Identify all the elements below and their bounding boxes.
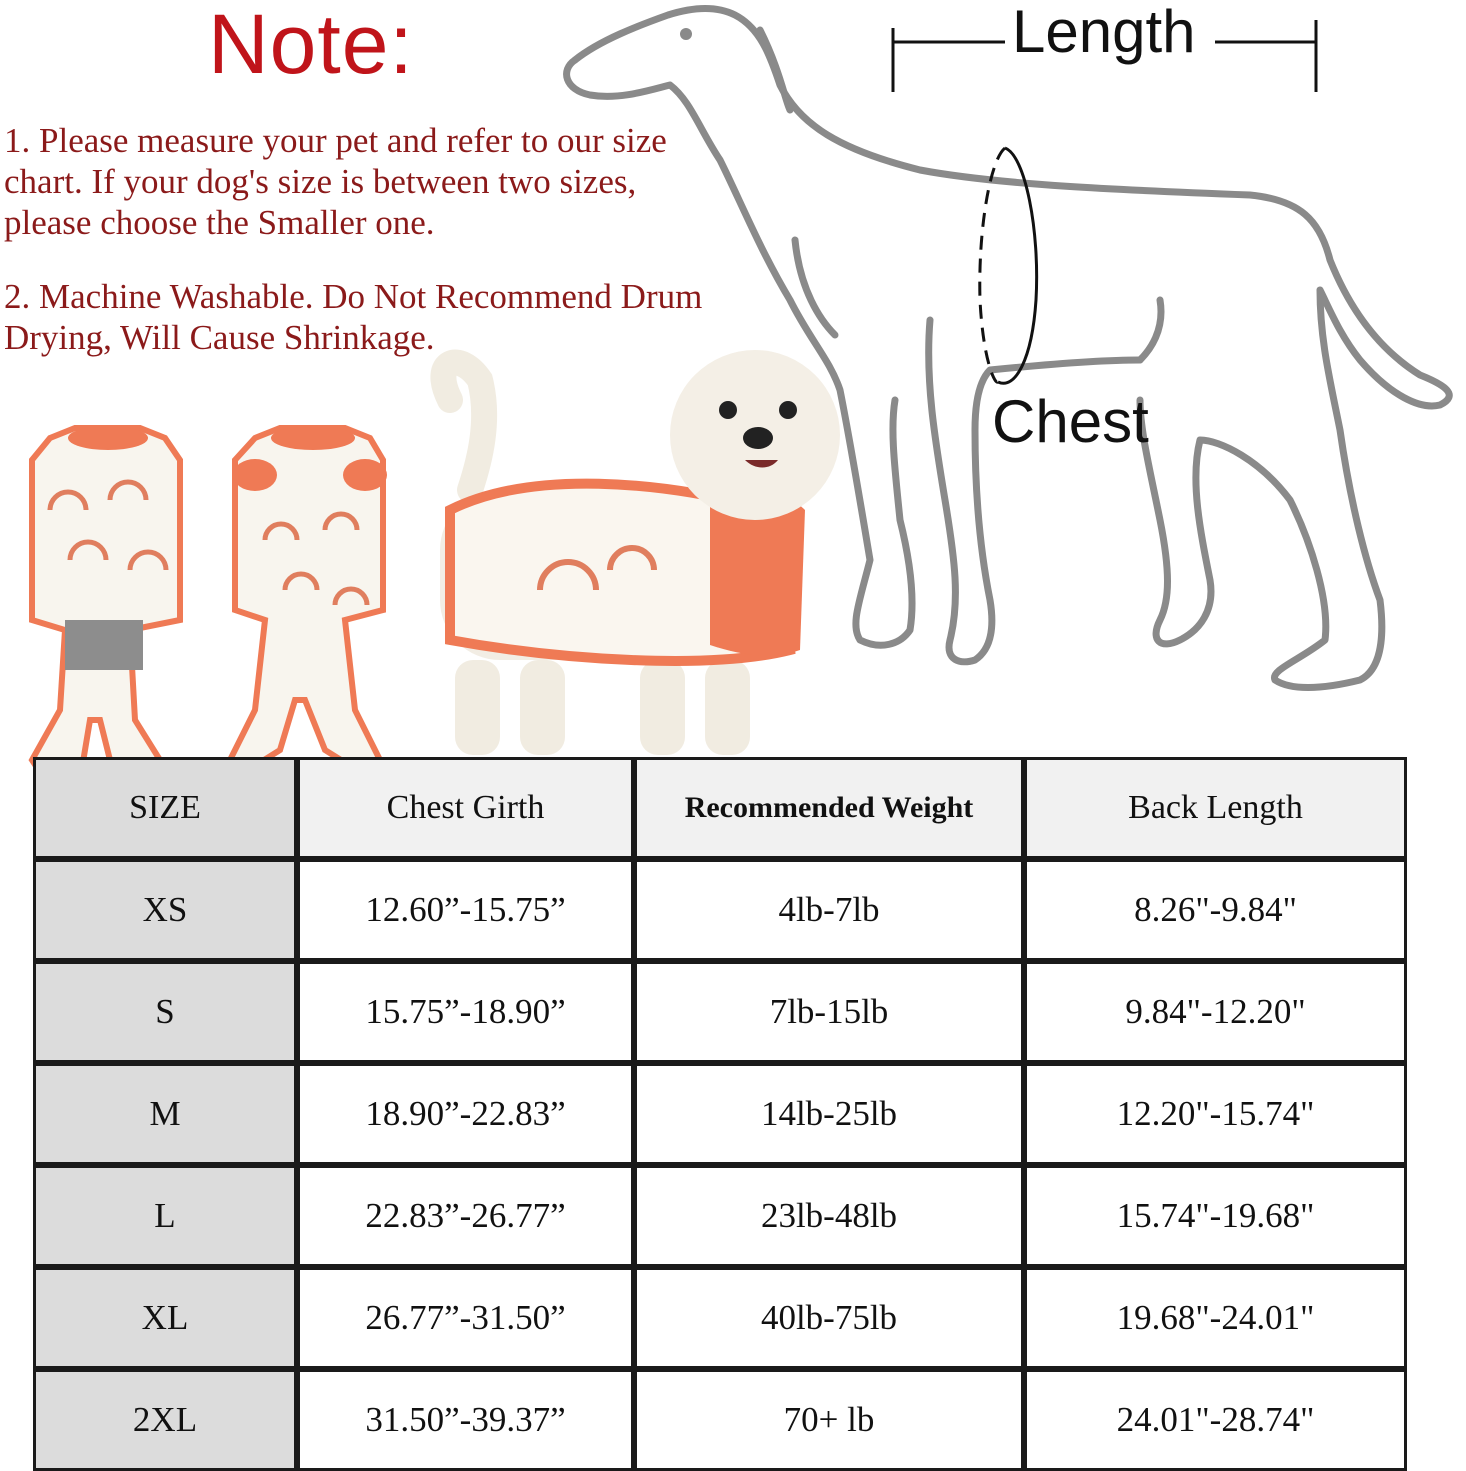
weight-cell: 14lb-25lb: [634, 1063, 1024, 1165]
size-cell: M: [33, 1063, 297, 1165]
weight-cell: 7lb-15lb: [634, 961, 1024, 1063]
back-length-cell: 15.74"-19.68": [1024, 1165, 1407, 1267]
header-recommended-weight: Recommended Weight: [634, 757, 1024, 859]
table-row: [33, 1369, 1407, 1471]
size-chart-table: [33, 757, 1407, 1471]
table-header-row: [33, 757, 1407, 859]
chest-girth-cell: 15.75”-18.90”: [297, 961, 634, 1063]
weight-cell: 23lb-48lb: [634, 1165, 1024, 1267]
back-length-cell: 9.84"-12.20": [1024, 961, 1407, 1063]
back-length-cell: 12.20"-15.74": [1024, 1063, 1407, 1165]
weight-cell: 4lb-7lb: [634, 859, 1024, 961]
back-length-cell: 8.26"-9.84": [1024, 859, 1407, 961]
chest-girth-cell: 12.60”-15.75”: [297, 859, 634, 961]
table-row: [33, 1267, 1407, 1369]
note-item-1: 1. Please measure your pet and refer to our size chart. If your dog's size is between two sizes, please choose the Smaller one.: [4, 121, 667, 242]
length-label: Length: [1012, 0, 1196, 65]
back-length-cell: 19.68"-24.01": [1024, 1267, 1407, 1369]
chest-girth-cell: 31.50”-39.37”: [297, 1369, 634, 1471]
table-row: [33, 961, 1407, 1063]
back-length-cell: 24.01"-28.74": [1024, 1369, 1407, 1471]
table-row: [33, 1063, 1407, 1165]
weight-cell: 40lb-75lb: [634, 1267, 1024, 1369]
size-cell: XL: [33, 1267, 297, 1369]
size-cell: 2XL: [33, 1369, 297, 1471]
chest-girth-cell: 22.83”-26.77”: [297, 1165, 634, 1267]
garment-front-photo: [20, 420, 195, 785]
table-row: [33, 859, 1407, 961]
chest-label: Chest: [992, 388, 1149, 455]
size-cell: S: [33, 961, 297, 1063]
garment-back-photo: [225, 420, 400, 785]
size-cell: L: [33, 1165, 297, 1267]
dog-wearing-garment-photo: [410, 340, 865, 760]
weight-cell: 70+ lb: [634, 1369, 1024, 1471]
note-item-2: 2. Machine Washable. Do Not Recommend Drum Drying, Will Cause Shrinkage.: [4, 277, 703, 357]
chest-girth-cell: 18.90”-22.83”: [297, 1063, 634, 1165]
chest-girth-cell: 26.77”-31.50”: [297, 1267, 634, 1369]
table-row: [33, 1165, 1407, 1267]
header-size: SIZE: [33, 757, 297, 859]
header-back-length: Back Length: [1024, 757, 1407, 859]
size-cell: XS: [33, 859, 297, 961]
header-chest-girth: Chest Girth: [297, 757, 634, 859]
note-title: Note:: [208, 0, 414, 91]
